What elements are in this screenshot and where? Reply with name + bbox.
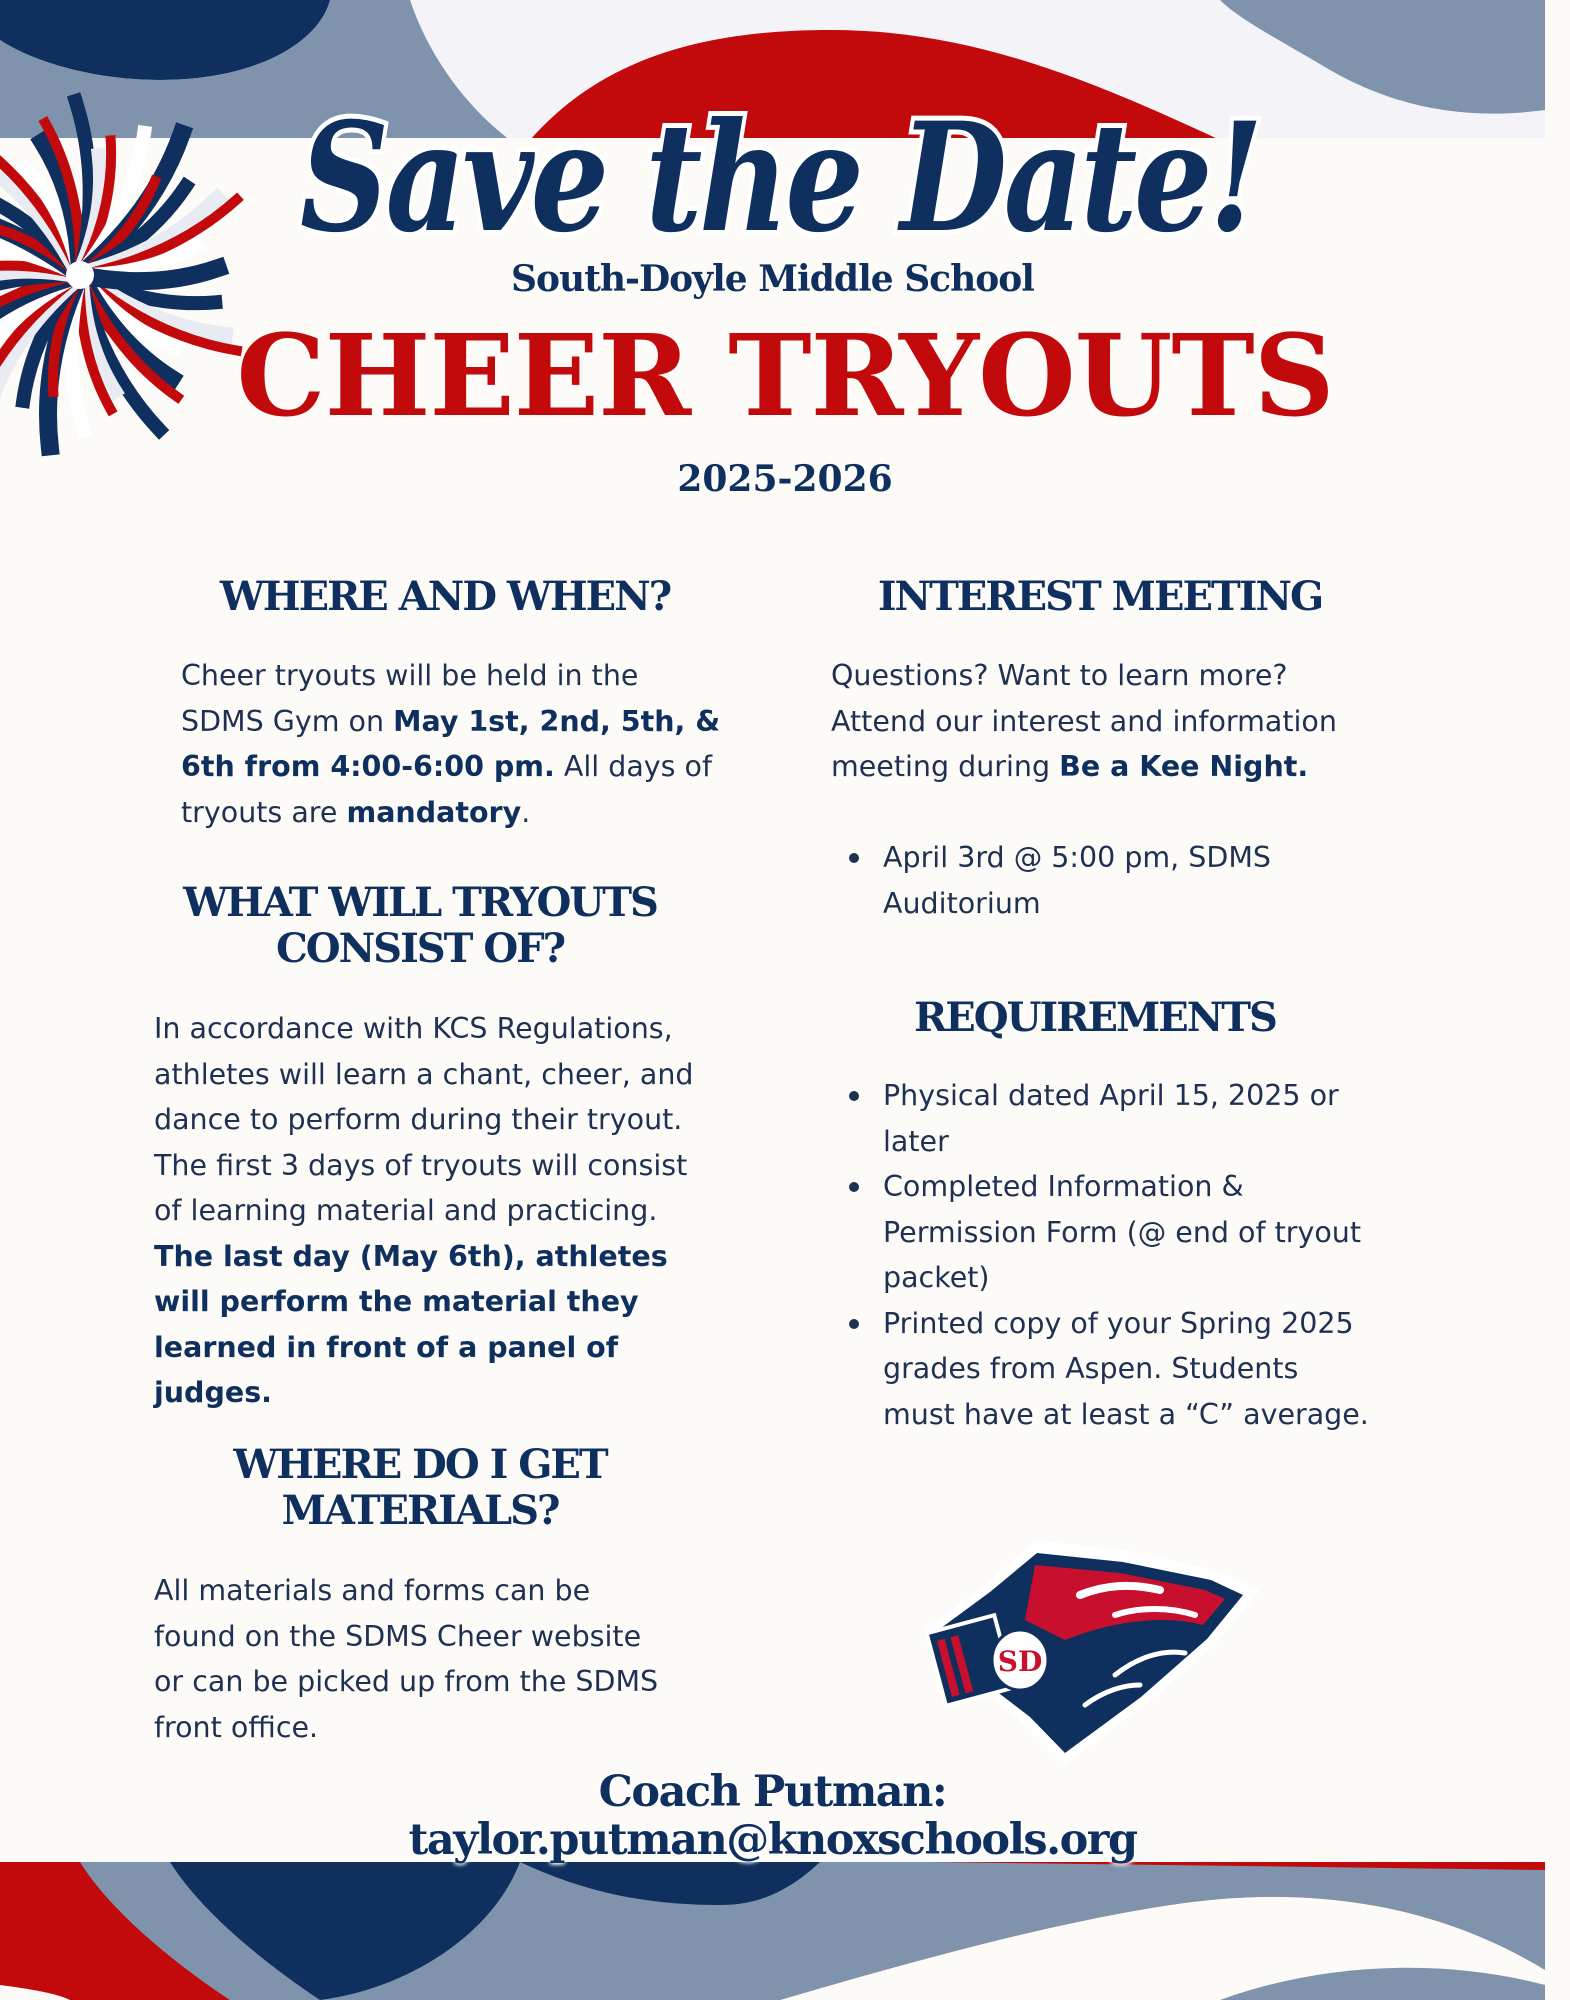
where-when-heading: WHERE AND WHEN?	[219, 573, 671, 620]
where-when-dates: May 1st, 2nd, 5th, & 6th from 4:00-6:00 pm.	[181, 704, 721, 783]
save-the-date-text: Save the Date!	[300, 90, 1260, 266]
consist-heading-line1: WHAT WILL TRYOUTS	[183, 879, 657, 926]
contact-label: Coach Putman:	[598, 1767, 947, 1817]
interest-text-plain: Questions? Want to learn more? Attend our interest and information meeting during	[831, 659, 1337, 783]
list-item: Completed Information & Permission Form (@ end of tryout packet)	[831, 1164, 1371, 1301]
where-when-mandatory: mandatory	[346, 795, 522, 829]
logo-text: SD	[997, 1645, 1043, 1678]
save-the-date-title	[290, 70, 1270, 270]
interest-text	[831, 653, 1391, 790]
school-name: South-Doyle Middle School	[511, 258, 1034, 300]
where-when-text	[181, 653, 721, 835]
list-item: April 3rd @ 5:00 pm, SDMS Auditorium	[831, 835, 1331, 926]
where-when-text-1: Cheer tryouts will be held in the SDMS Gym on	[181, 659, 639, 738]
consist-heading	[120, 880, 720, 972]
materials-heading-line1: WHERE DO I GET	[233, 1441, 607, 1488]
consist-heading-line2: CONSIST OF?	[275, 925, 565, 972]
interest-list	[831, 835, 1331, 926]
school-year: 2025-2026	[677, 458, 893, 500]
interest-text-bold: Be a Kee Night.	[1059, 750, 1309, 783]
requirements-heading: REQUIREMENTS	[914, 994, 1276, 1041]
consist-text-bold: The last day (May 6th), athletes will perform the material they learned in front of a panel of judges.	[154, 1239, 668, 1409]
contact-block	[0, 1768, 1545, 1864]
materials-heading-line2: MATERIALS?	[281, 1487, 559, 1534]
school-logo	[915, 1535, 1265, 1770]
contact-email[interactable]: taylor.putman@knoxschools.org	[408, 1815, 1137, 1865]
list-item: Printed copy of your Spring 2025 grades from Aspen. Students must have at least a “C” average.	[831, 1301, 1371, 1438]
where-when-text-3: .	[521, 795, 531, 829]
materials-heading	[120, 1442, 720, 1534]
consist-text-plain: In accordance with KCS Regulations, athletes will learn a chant, cheer, and dance to perform during their tryout. The first 3 days of tryouts will consist of learning material and practicing.	[154, 1012, 694, 1227]
list-item: Physical dated April 15, 2025 or later	[831, 1073, 1371, 1164]
main-title: CHEER TRYOUTS	[236, 311, 1334, 442]
materials-text: All materials and forms can be found on the SDMS Cheer website or can be picked up from the SDMS front office.	[154, 1574, 659, 1744]
consist-text	[154, 1006, 699, 1416]
interest-heading: INTEREST MEETING	[877, 573, 1323, 620]
requirements-list	[831, 1073, 1371, 1437]
where-when-text-2: All days of tryouts are	[181, 750, 713, 829]
